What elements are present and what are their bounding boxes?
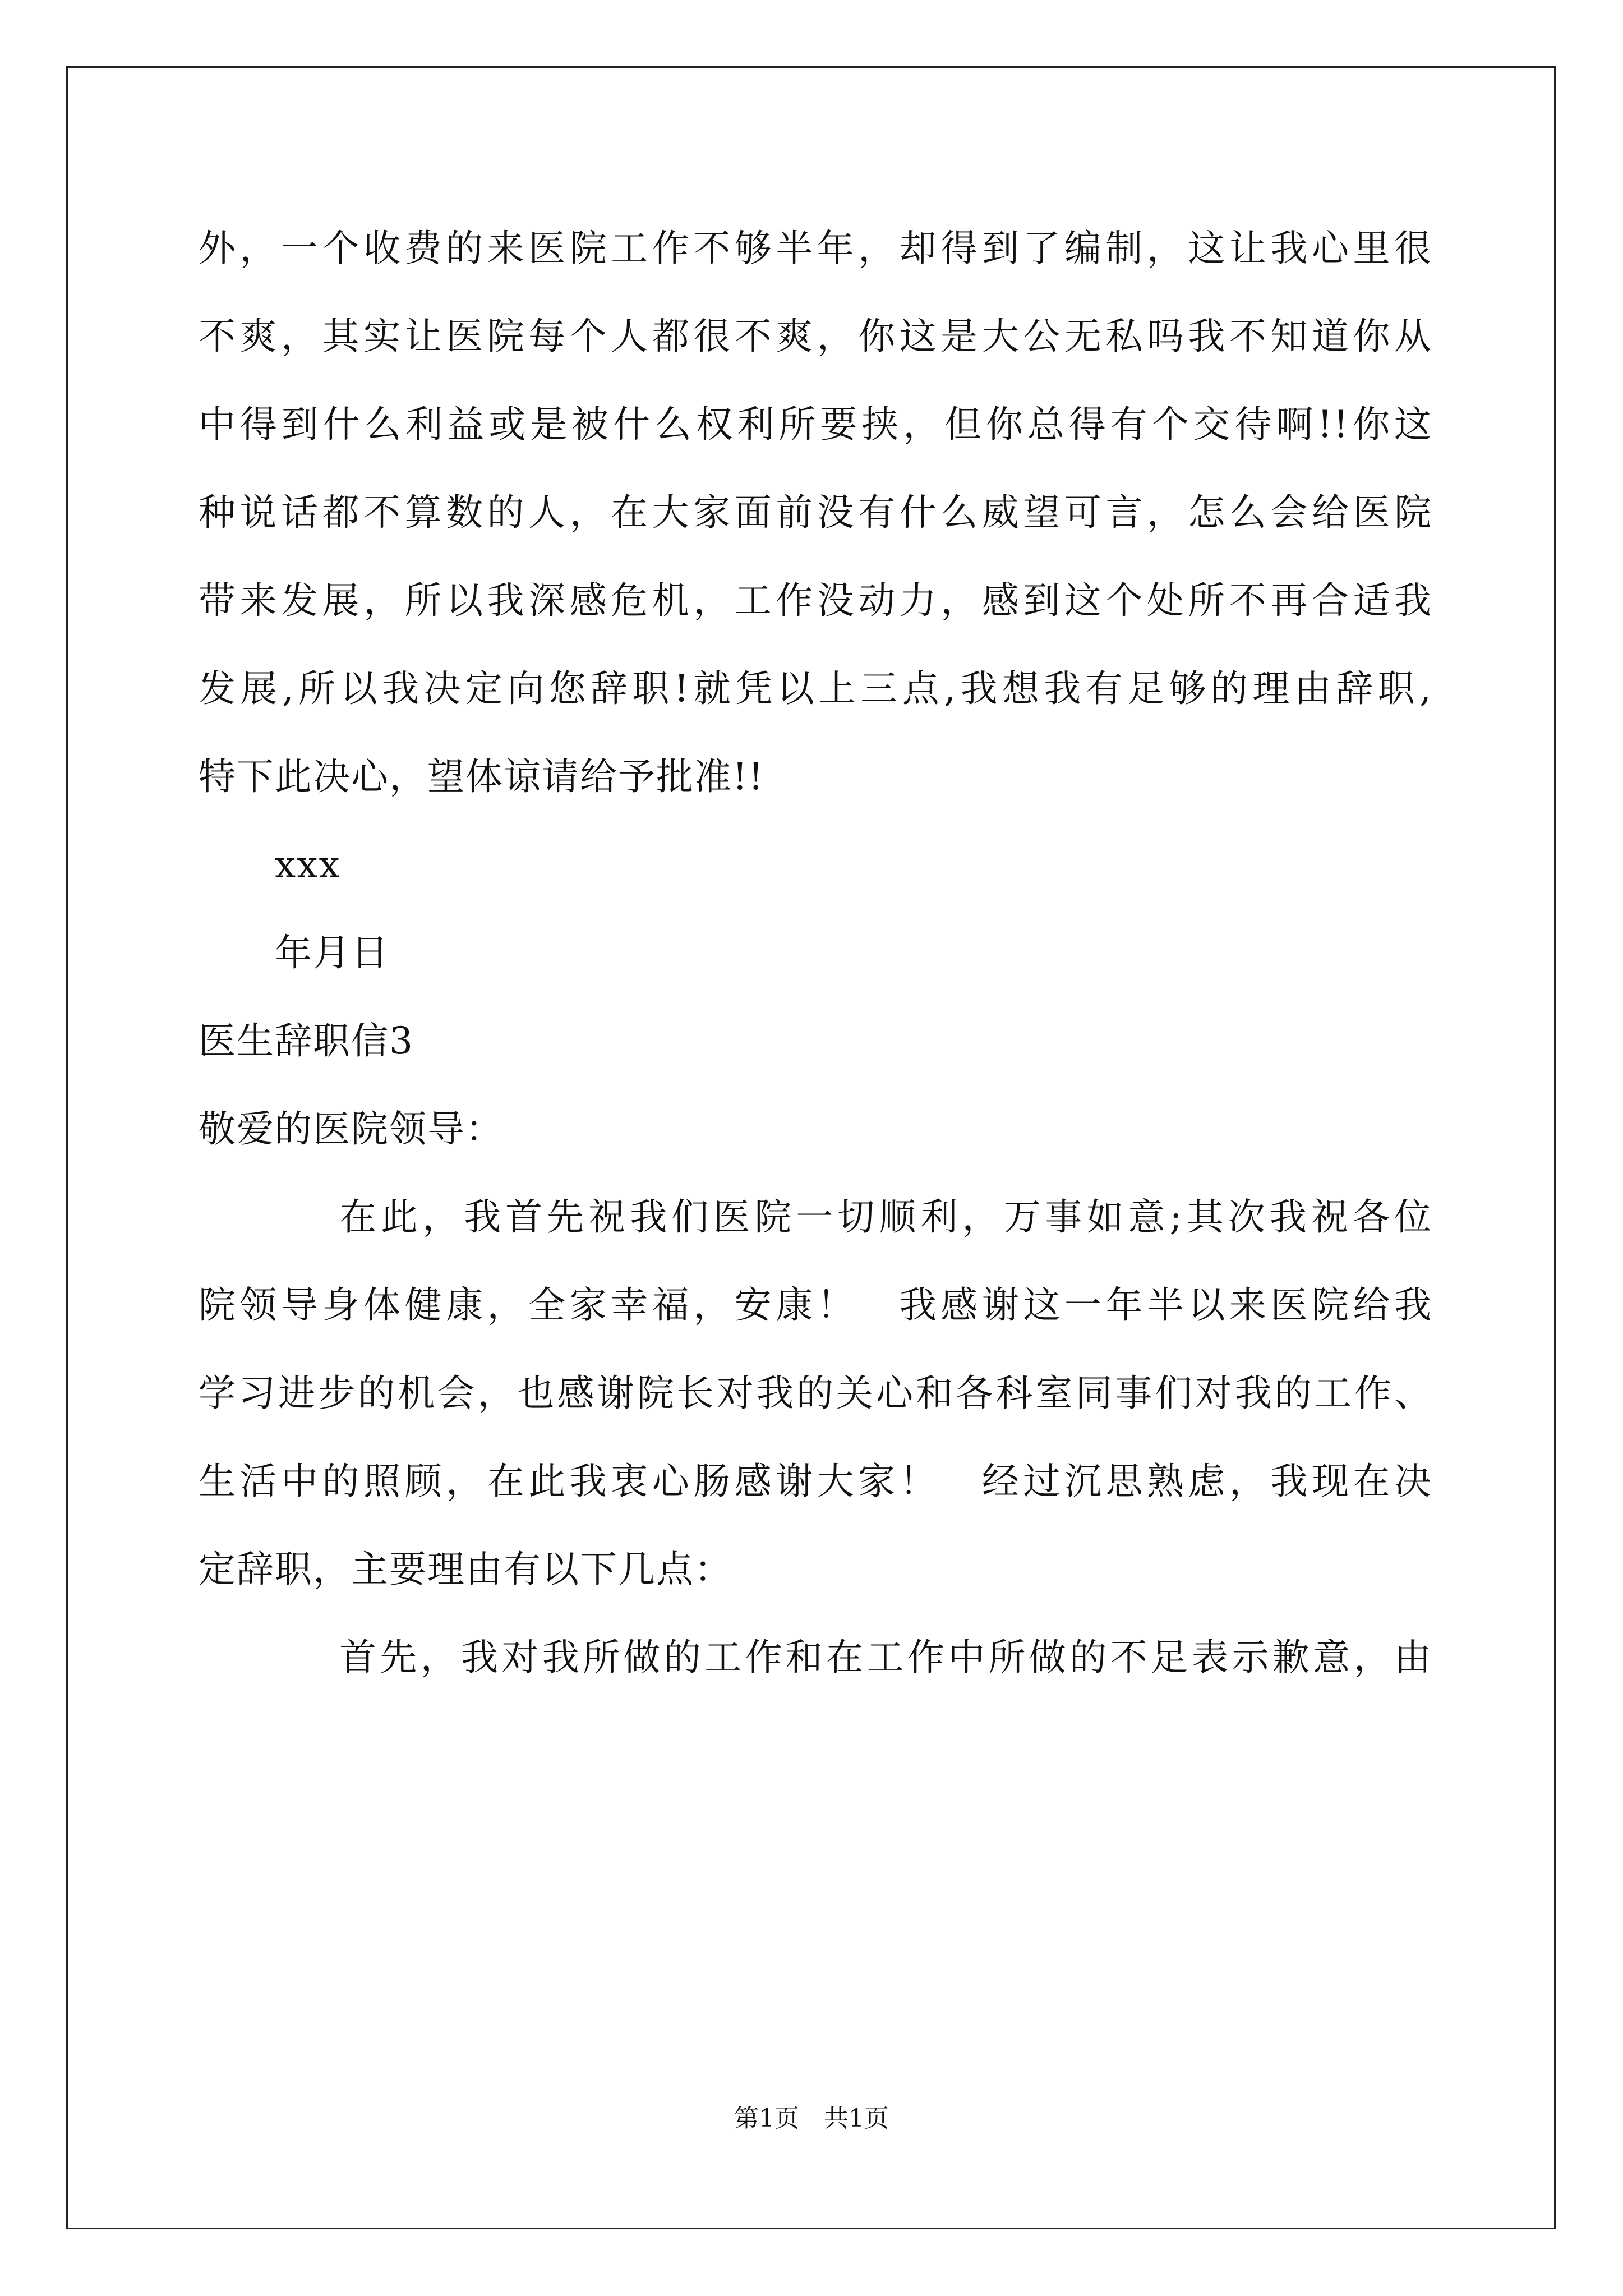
paragraph-1-line-3: 学习进步的机会，也感谢院长对我的关心和各科室同事们对我的工作、 [199,1372,1432,1415]
body-line-3: 中得到什么利益或是被什么权利所要挟，但你总得有个交待啊!!你这 [199,403,1432,446]
paragraph-1-line-2: 院领导身体健康，全家幸福，安康！ 我感谢这一年半以来医院给我 [199,1283,1432,1327]
signature-name: xxx [275,843,341,886]
body-line-4: 种说话都不算数的人，在大家面前没有什么威望可言，怎么会给医院 [199,491,1432,534]
body-line-7: 特下此决心，望体谅请给予批准!! [199,755,765,798]
salutation: 敬爱的医院领导： [199,1107,504,1151]
paragraph-1-line-4: 生活中的照顾，在此我衷心肠感谢大家！ 经过沉思熟虑，我现在决 [199,1460,1432,1503]
paragraph-2-line-1: 首先，我对我所做的工作和在工作中所做的不足表示歉意，由 [339,1636,1432,1679]
section-heading: 医生辞职信3 [199,1019,414,1062]
paragraph-1-line-5: 定辞职，主要理由有以下几点： [199,1548,732,1591]
body-line-2: 不爽，其实让医院每个人都很不爽，你这是大公无私吗我不知道你从 [199,315,1432,358]
body-line-1: 外，一个收费的来医院工作不够半年，却得到了编制，这让我心里很 [199,227,1432,270]
body-line-6: 发展,所以我决定向您辞职!就凭以上三点,我想我有足够的理由辞职, [199,667,1432,710]
paragraph-1-line-1: 在此，我首先祝我们医院一切顺利，万事如意;其次我祝各位 [339,1195,1432,1239]
body-line-5: 带来发展，所以我深感危机，工作没动力，感到这个处所不再合适我 [199,579,1432,622]
page-footer: 第1页 共1页 [734,2104,889,2133]
signature-date: 年月日 [275,931,389,974]
